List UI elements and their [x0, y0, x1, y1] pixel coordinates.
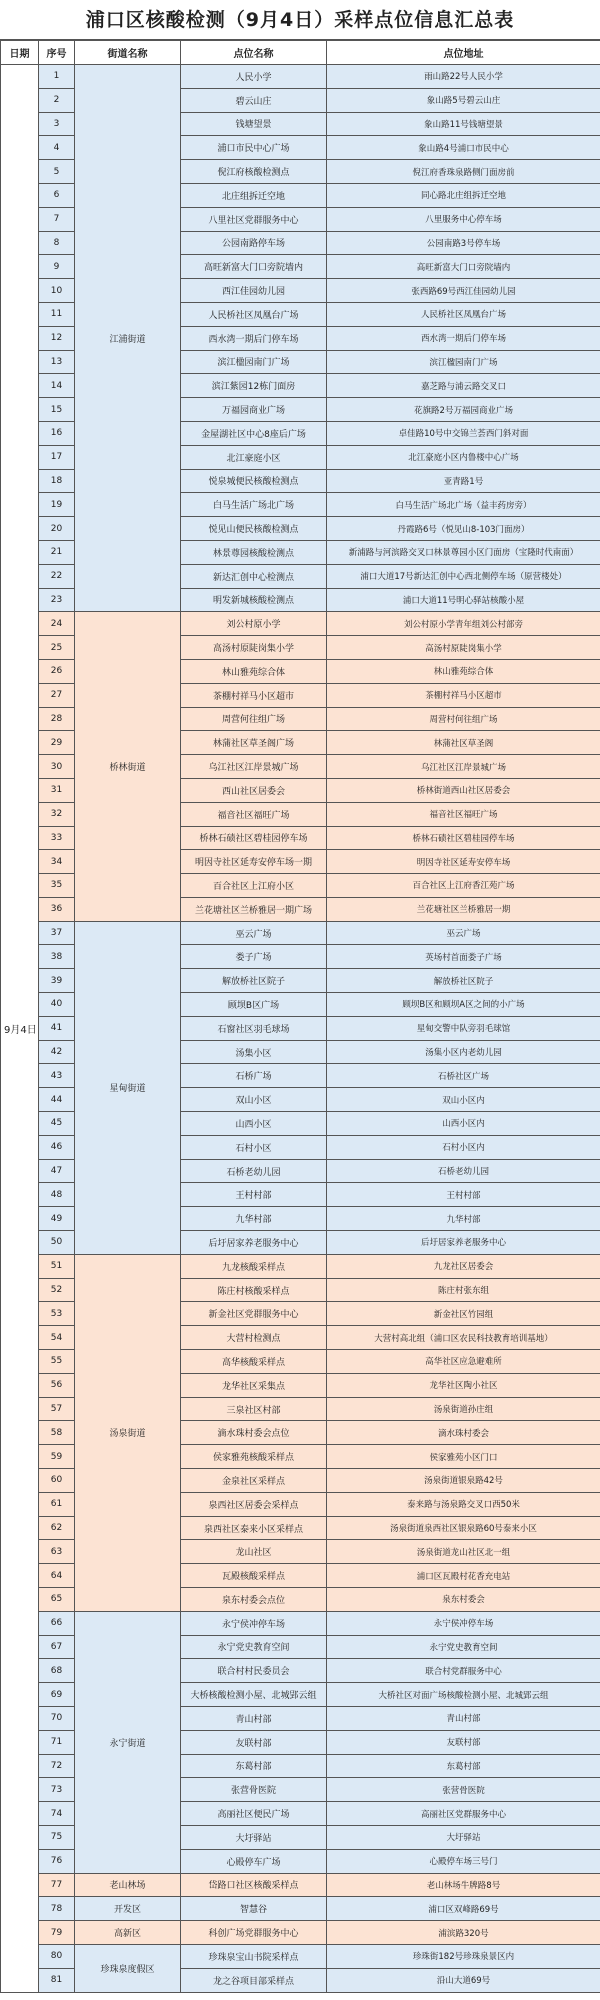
serial-cell: 52	[39, 1278, 75, 1302]
site-address-cell: 雨山路22号人民小学	[327, 65, 600, 89]
serial-cell: 3	[39, 112, 75, 136]
header-site-name: 点位名称	[181, 41, 327, 65]
site-address-cell: 刘公村原小学青年组刘公村部旁	[327, 612, 600, 636]
serial-cell: 50	[39, 1231, 75, 1255]
serial-cell: 18	[39, 469, 75, 493]
site-address-cell: 汤泉街道银泉路42号	[327, 1469, 600, 1493]
serial-cell: 33	[39, 826, 75, 850]
site-name-cell: 金屋湖社区中心8座后广场	[181, 421, 327, 445]
serial-cell: 32	[39, 802, 75, 826]
site-name-cell: 桥林石碛社区碧桂园停车场	[181, 826, 327, 850]
site-address-cell: 大营村高北组（浦口区农民科技教育培训基地）	[327, 1326, 600, 1350]
site-address-cell: 嘉芝路与浦云路交叉口	[327, 374, 600, 398]
serial-cell: 28	[39, 707, 75, 731]
site-name-cell: 山西小区	[181, 1112, 327, 1136]
serial-cell: 25	[39, 636, 75, 660]
site-name-cell: 王村村部	[181, 1183, 327, 1207]
serial-cell: 1	[39, 65, 75, 89]
site-address-cell: 人民桥社区凤凰台广场	[327, 302, 600, 326]
site-name-cell: 石桥广场	[181, 1064, 327, 1088]
site-name-cell: 人民小学	[181, 65, 327, 89]
site-name-cell: 三泉社区村部	[181, 1397, 327, 1421]
serial-cell: 4	[39, 136, 75, 160]
serial-cell: 61	[39, 1492, 75, 1516]
site-name-cell: 石桥老幼儿园	[181, 1159, 327, 1183]
site-name-cell: 碧云山庄	[181, 88, 327, 112]
header-site-address: 点位地址	[327, 41, 600, 65]
serial-cell: 6	[39, 183, 75, 207]
site-name-cell: 张营骨医院	[181, 1778, 327, 1802]
site-address-cell: 汤泉街道孙庄组	[327, 1397, 600, 1421]
site-address-cell: 周营村何往组广场	[327, 707, 600, 731]
street-cell: 永宁街道	[75, 1611, 181, 1873]
site-address-cell: 沿山大道69号	[327, 1968, 600, 1992]
site-address-cell: 新金社区竹园组	[327, 1302, 600, 1326]
serial-cell: 76	[39, 1849, 75, 1873]
site-name-cell: 高华核酸采样点	[181, 1350, 327, 1374]
street-cell: 高新区	[75, 1921, 181, 1945]
site-name-cell: 新金社区党群服务中心	[181, 1302, 327, 1326]
serial-cell: 71	[39, 1730, 75, 1754]
serial-cell: 69	[39, 1683, 75, 1707]
site-name-cell: 高旺新富大门口旁院墙内	[181, 255, 327, 279]
serial-cell: 47	[39, 1159, 75, 1183]
serial-cell: 17	[39, 445, 75, 469]
site-name-cell: 陈庄村核酸采样点	[181, 1278, 327, 1302]
serial-cell: 21	[39, 540, 75, 564]
site-name-cell: 泉西社区泰来小区采样点	[181, 1516, 327, 1540]
site-address-cell: 心殿停车场三号门	[327, 1849, 600, 1873]
site-address-cell: 乌江社区江岸景城广场	[327, 755, 600, 779]
site-address-cell: 公园南路3号停车场	[327, 231, 600, 255]
serial-cell: 19	[39, 493, 75, 517]
street-cell: 汤泉街道	[75, 1254, 181, 1611]
site-name-cell: 泉东村委会点位	[181, 1588, 327, 1612]
site-name-cell: 娄子广场	[181, 945, 327, 969]
site-address-cell: 汤泉街道龙山社区北一组	[327, 1540, 600, 1564]
site-address-cell: 丹霞路6号（悦见山8-103门面房）	[327, 517, 600, 541]
site-name-cell: 白马生活广场北广场	[181, 493, 327, 517]
serial-cell: 56	[39, 1373, 75, 1397]
serial-cell: 9	[39, 255, 75, 279]
serial-cell: 81	[39, 1968, 75, 1992]
table-row	[1, 1254, 600, 1278]
site-name-cell: 龙山社区	[181, 1540, 327, 1564]
serial-cell: 59	[39, 1445, 75, 1469]
site-address-cell: 倪江府香珠泉路侧门面房前	[327, 160, 600, 184]
serial-cell: 41	[39, 1016, 75, 1040]
site-address-cell: 东葛村部	[327, 1754, 600, 1778]
site-name-cell: 林山雅苑综合体	[181, 659, 327, 683]
site-address-cell: 福音社区福旺广场	[327, 802, 600, 826]
serial-cell: 66	[39, 1611, 75, 1635]
site-address-cell: 石村小区内	[327, 1135, 600, 1159]
site-address-cell: 英场村首面娄子广场	[327, 945, 600, 969]
serial-cell: 2	[39, 88, 75, 112]
site-address-cell: 珍珠街182号珍珠泉景区内	[327, 1944, 600, 1968]
site-name-cell: 兰花塘社区兰桥雅居一期广场	[181, 897, 327, 921]
header-street: 街道名称	[75, 41, 181, 65]
serial-cell: 31	[39, 778, 75, 802]
site-address-cell: 林蒲社区草圣阁	[327, 731, 600, 755]
site-name-cell: 钱塘望景	[181, 112, 327, 136]
serial-cell: 64	[39, 1564, 75, 1588]
table-row	[1, 1611, 600, 1635]
site-address-cell: 桥林街道西山社区居委会	[327, 778, 600, 802]
page-title: 浦口区核酸检测（9月4日）采样点位信息汇总表	[0, 0, 600, 40]
serial-cell: 80	[39, 1944, 75, 1968]
site-address-cell: 兰花塘社区兰桥雅居一期	[327, 897, 600, 921]
serial-cell: 30	[39, 755, 75, 779]
site-name-cell: 八里社区党群服务中心	[181, 207, 327, 231]
site-name-cell: 九华村部	[181, 1207, 327, 1231]
site-name-cell: 巫云广场	[181, 921, 327, 945]
site-address-cell: 白马生活广场北广场（益丰药房旁）	[327, 493, 600, 517]
serial-cell: 68	[39, 1659, 75, 1683]
site-name-cell: 龙华社区采集点	[181, 1373, 327, 1397]
site-name-cell: 百合社区上江府小区	[181, 874, 327, 898]
site-address-cell: 浦口区双峰路69号	[327, 1897, 600, 1921]
site-name-cell: 顾坝B区广场	[181, 993, 327, 1017]
site-address-cell: 新浦路与河滨路交叉口林景尊园小区门面房（宝隆时代南面）	[327, 540, 600, 564]
street-cell: 珍珠泉度假区	[75, 1944, 181, 1992]
serial-cell: 67	[39, 1635, 75, 1659]
site-name-cell: 永宁侯冲停车场	[181, 1611, 327, 1635]
site-name-cell: 智慧谷	[181, 1897, 327, 1921]
site-name-cell: 后圩居家养老服务中心	[181, 1231, 327, 1255]
site-name-cell: 林蒲社区草圣阁广场	[181, 731, 327, 755]
site-address-cell: 九龙社区居委会	[327, 1254, 600, 1278]
site-address-cell: 九华村部	[327, 1207, 600, 1231]
serial-cell: 16	[39, 421, 75, 445]
serial-cell: 23	[39, 588, 75, 612]
site-address-cell: 林山雅苑综合体	[327, 659, 600, 683]
site-address-cell: 象山路5号碧云山庄	[327, 88, 600, 112]
serial-cell: 55	[39, 1350, 75, 1374]
site-address-cell: 高华社区应急避难所	[327, 1350, 600, 1374]
site-name-cell: 汤集小区	[181, 1040, 327, 1064]
site-address-cell: 后圩居家养老服务中心	[327, 1231, 600, 1255]
site-name-cell: 青山村部	[181, 1706, 327, 1730]
serial-cell: 40	[39, 993, 75, 1017]
site-name-cell: 周营何往组广场	[181, 707, 327, 731]
site-address-cell: 顾坝B区和顾坝A区之间的小广场	[327, 993, 600, 1017]
site-address-cell: 浦口大道11号明心驿站核酸小屋	[327, 588, 600, 612]
site-name-cell: 乌江社区江岸景城广场	[181, 755, 327, 779]
site-address-cell: 张西路69号西江佳园幼儿园	[327, 279, 600, 303]
site-address-cell: 北江豪庭小区内鲁楼中心广场	[327, 445, 600, 469]
sampling-sites-table	[0, 40, 600, 1993]
site-address-cell: 解放桥社区院子	[327, 969, 600, 993]
site-name-cell: 心殿停车广场	[181, 1849, 327, 1873]
site-name-cell: 友联村部	[181, 1730, 327, 1754]
site-name-cell: 大圩驿站	[181, 1825, 327, 1849]
site-name-cell: 明发新城核酸检测点	[181, 588, 327, 612]
site-name-cell: 西山社区居委会	[181, 778, 327, 802]
serial-cell: 77	[39, 1873, 75, 1897]
date-cell: 9月4日	[1, 65, 39, 1993]
table-body	[1, 65, 600, 1993]
site-address-cell: 老山林场牛牌路8号	[327, 1873, 600, 1897]
site-address-cell: 汤集小区内老幼儿园	[327, 1040, 600, 1064]
site-name-cell: 东葛村部	[181, 1754, 327, 1778]
site-address-cell: 石桥社区广场	[327, 1064, 600, 1088]
site-name-cell: 珍珠泉宝山书院采样点	[181, 1944, 327, 1968]
serial-cell: 39	[39, 969, 75, 993]
site-address-cell: 山西小区内	[327, 1112, 600, 1136]
serial-cell: 11	[39, 302, 75, 326]
serial-cell: 42	[39, 1040, 75, 1064]
site-address-cell: 浦口大道17号新达汇创中心西北侧停车场（原营楼处）	[327, 564, 600, 588]
site-name-cell: 公园南路停车场	[181, 231, 327, 255]
serial-cell: 26	[39, 659, 75, 683]
serial-cell: 10	[39, 279, 75, 303]
table-header-row	[1, 41, 600, 65]
site-address-cell: 象山路11号钱塘望景	[327, 112, 600, 136]
site-name-cell: 林景尊园核酸检测点	[181, 540, 327, 564]
table-row	[1, 1921, 600, 1945]
table-row	[1, 612, 600, 636]
serial-cell: 44	[39, 1088, 75, 1112]
site-name-cell: 大桥核酸检测小屋、北城郢云组	[181, 1683, 327, 1707]
site-address-cell: 卓佳路10号中交锦兰荟西门斜对面	[327, 421, 600, 445]
site-address-cell: 象山路4号浦口市民中心	[327, 136, 600, 160]
site-name-cell: 滴水珠村委会点位	[181, 1421, 327, 1445]
site-name-cell: 人民桥社区凤凰台广场	[181, 302, 327, 326]
street-cell: 开发区	[75, 1897, 181, 1921]
site-name-cell: 科创广场党群服务中心	[181, 1921, 327, 1945]
table-row	[1, 1873, 600, 1897]
site-name-cell: 茶棚村祥马小区超市	[181, 683, 327, 707]
site-address-cell: 巫云广场	[327, 921, 600, 945]
serial-cell: 7	[39, 207, 75, 231]
table-row	[1, 65, 600, 89]
site-address-cell: 亚青路1号	[327, 469, 600, 493]
site-name-cell: 倪江府核酸检测点	[181, 160, 327, 184]
site-name-cell: 万福园商业广场	[181, 398, 327, 422]
site-name-cell: 滨江楹园南门广场	[181, 350, 327, 374]
serial-cell: 22	[39, 564, 75, 588]
site-name-cell: 高丽社区便民广场	[181, 1802, 327, 1826]
serial-cell: 49	[39, 1207, 75, 1231]
serial-cell: 62	[39, 1516, 75, 1540]
site-address-cell: 龙华社区陶小社区	[327, 1373, 600, 1397]
site-address-cell: 双山小区内	[327, 1088, 600, 1112]
serial-cell: 57	[39, 1397, 75, 1421]
serial-cell: 51	[39, 1254, 75, 1278]
site-name-cell: 联合村村民委员会	[181, 1659, 327, 1683]
serial-cell: 60	[39, 1469, 75, 1493]
site-name-cell: 浦口市民中心广场	[181, 136, 327, 160]
site-address-cell: 石桥老幼儿园	[327, 1159, 600, 1183]
site-address-cell: 张营骨医院	[327, 1778, 600, 1802]
serial-cell: 5	[39, 160, 75, 184]
site-address-cell: 同心路北庄组拆迁空地	[327, 183, 600, 207]
site-name-cell: 北江豪庭小区	[181, 445, 327, 469]
site-name-cell: 金泉社区采样点	[181, 1469, 327, 1493]
serial-cell: 8	[39, 231, 75, 255]
site-name-cell: 岱路口社区核酸采样点	[181, 1873, 327, 1897]
site-name-cell: 永宁党史教育空间	[181, 1635, 327, 1659]
serial-cell: 36	[39, 897, 75, 921]
site-address-cell: 青山村部	[327, 1706, 600, 1730]
serial-cell: 70	[39, 1706, 75, 1730]
serial-cell: 24	[39, 612, 75, 636]
site-name-cell: 西水湾一期后门停车场	[181, 326, 327, 350]
header-serial: 序号	[39, 41, 75, 65]
serial-cell: 38	[39, 945, 75, 969]
site-address-cell: 百合社区上江府香江苑广场	[327, 874, 600, 898]
serial-cell: 45	[39, 1112, 75, 1136]
site-name-cell: 悦见山便民核酸检测点	[181, 517, 327, 541]
serial-cell: 27	[39, 683, 75, 707]
serial-cell: 37	[39, 921, 75, 945]
site-address-cell: 大圩驿站	[327, 1825, 600, 1849]
serial-cell: 20	[39, 517, 75, 541]
serial-cell: 74	[39, 1802, 75, 1826]
site-name-cell: 泉西社区居委会采样点	[181, 1492, 327, 1516]
site-address-cell: 滨江楹园南门广场	[327, 350, 600, 374]
site-address-cell: 浦滨路320号	[327, 1921, 600, 1945]
site-name-cell: 明因寺社区延寿安停车场一期	[181, 850, 327, 874]
serial-cell: 65	[39, 1588, 75, 1612]
serial-cell: 54	[39, 1326, 75, 1350]
site-address-cell: 桥林石碛社区碧桂园停车场	[327, 826, 600, 850]
site-address-cell: 联合村党群服务中心	[327, 1659, 600, 1683]
site-address-cell: 友联村部	[327, 1730, 600, 1754]
site-address-cell: 汤泉街道泉西社区银泉路60号泰来小区	[327, 1516, 600, 1540]
site-name-cell: 侯家雅苑核酸采样点	[181, 1445, 327, 1469]
serial-cell: 34	[39, 850, 75, 874]
site-name-cell: 大营村检测点	[181, 1326, 327, 1350]
table-row	[1, 1944, 600, 1968]
serial-cell: 63	[39, 1540, 75, 1564]
site-name-cell: 滨江紫园12栋门面房	[181, 374, 327, 398]
serial-cell: 35	[39, 874, 75, 898]
site-address-cell: 永宁侯冲停车场	[327, 1611, 600, 1635]
site-address-cell: 大桥社区对面广场核酸检测小屋、北城郢云组	[327, 1683, 600, 1707]
serial-cell: 13	[39, 350, 75, 374]
site-name-cell: 北庄组拆迁空地	[181, 183, 327, 207]
site-name-cell: 高汤村原陡岗集小学	[181, 636, 327, 660]
serial-cell: 12	[39, 326, 75, 350]
site-address-cell: 泰来路与汤泉路交叉口西50米	[327, 1492, 600, 1516]
table-row	[1, 1897, 600, 1921]
site-address-cell: 高旺新富大门口旁院墙内	[327, 255, 600, 279]
serial-cell: 79	[39, 1921, 75, 1945]
site-name-cell: 双山小区	[181, 1088, 327, 1112]
serial-cell: 46	[39, 1135, 75, 1159]
serial-cell: 53	[39, 1302, 75, 1326]
site-name-cell: 刘公村原小学	[181, 612, 327, 636]
site-name-cell: 瓦殿核酸采样点	[181, 1564, 327, 1588]
serial-cell: 14	[39, 374, 75, 398]
street-cell: 老山林场	[75, 1873, 181, 1897]
serial-cell: 72	[39, 1754, 75, 1778]
site-name-cell: 福音社区福旺广场	[181, 802, 327, 826]
site-address-cell: 滴水珠村委会	[327, 1421, 600, 1445]
site-address-cell: 花旗路2号万福园商业广场	[327, 398, 600, 422]
serial-cell: 48	[39, 1183, 75, 1207]
street-cell: 桥林街道	[75, 612, 181, 921]
table-row	[1, 921, 600, 945]
site-address-cell: 泉东村委会	[327, 1588, 600, 1612]
street-cell: 星甸街道	[75, 921, 181, 1254]
site-address-cell: 高汤村原陡岗集小学	[327, 636, 600, 660]
site-address-cell: 高丽社区党群服务中心	[327, 1802, 600, 1826]
serial-cell: 75	[39, 1825, 75, 1849]
site-name-cell: 龙之谷项目部采样点	[181, 1968, 327, 1992]
site-address-cell: 侯家雅苑小区门口	[327, 1445, 600, 1469]
site-name-cell: 石村小区	[181, 1135, 327, 1159]
site-name-cell: 九龙核酸采样点	[181, 1254, 327, 1278]
site-address-cell: 陈庄村张东组	[327, 1278, 600, 1302]
site-address-cell: 永宁党史教育空间	[327, 1635, 600, 1659]
serial-cell: 15	[39, 398, 75, 422]
serial-cell: 78	[39, 1897, 75, 1921]
site-name-cell: 西江佳园幼儿园	[181, 279, 327, 303]
site-address-cell: 明因寺社区延寿安停车场	[327, 850, 600, 874]
serial-cell: 73	[39, 1778, 75, 1802]
site-address-cell: 王村村部	[327, 1183, 600, 1207]
header-date: 日期	[1, 41, 39, 65]
site-address-cell: 星甸交警中队旁羽毛球馆	[327, 1016, 600, 1040]
street-cell: 江浦街道	[75, 65, 181, 612]
serial-cell: 43	[39, 1064, 75, 1088]
site-address-cell: 茶棚村祥马小区超市	[327, 683, 600, 707]
site-address-cell: 浦口区瓦殿村花香充电站	[327, 1564, 600, 1588]
site-address-cell: 西水湾一期后门停车场	[327, 326, 600, 350]
serial-cell: 29	[39, 731, 75, 755]
site-name-cell: 悦泉城便民核酸检测点	[181, 469, 327, 493]
site-name-cell: 解放桥社区院子	[181, 969, 327, 993]
serial-cell: 58	[39, 1421, 75, 1445]
site-name-cell: 石窗社区羽毛球场	[181, 1016, 327, 1040]
site-name-cell: 新达汇创中心检测点	[181, 564, 327, 588]
site-address-cell: 八里服务中心停车场	[327, 207, 600, 231]
